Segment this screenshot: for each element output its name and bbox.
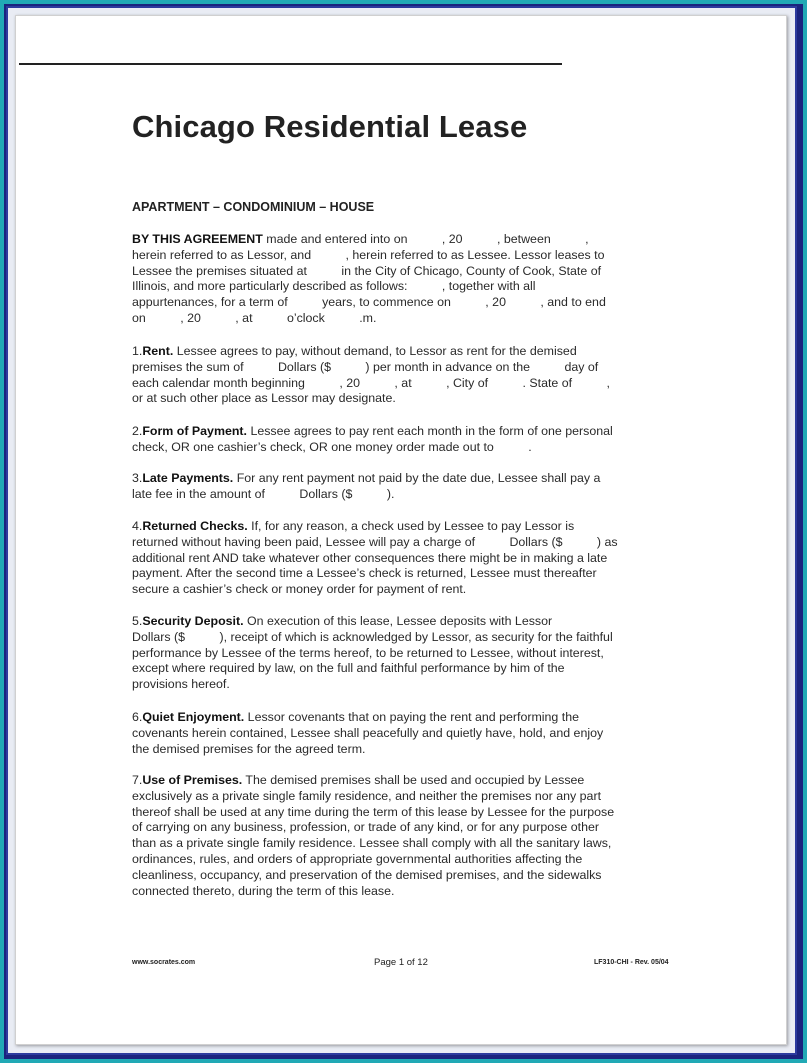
section-line: than as a private single family residence. Lessee shall comply with all the sanitary laws, [132,836,612,851]
section-heading: Use of Premises. [142,773,243,787]
intro-line: herein referred to as Lessor, and , herein referred to as Lessee. Lessor leases to [132,247,605,262]
section-line: the demised premises for the agreed term. [132,741,366,756]
section-line: except where required by law, on the full and faithful performance by him of the [132,661,565,676]
section-text: On execution of this lease, Lessee deposits with Lessor [243,614,553,628]
intro-line: on , 20 , at o’clock .m. [132,310,377,325]
intro-line: Illinois, and more particularly described as follows: , together with all [132,279,536,294]
section-text: Lessor covenants that on paying the rent and performing the [244,710,579,724]
section-line: exclusively as a private single family residence, and neither the premises nor any part [132,788,602,803]
section-number: 5. [132,614,143,628]
intro-line: Lessee the premises situated at in the City of Chicago, County of Cook, State of [132,263,602,278]
section-line: premises the sum of Dollars ($ ) per month in advance on the day of [132,359,599,374]
section-line: late fee in the amount of Dollars ($ ). [132,486,395,501]
intro-line-1 [132,232,682,248]
section-use-of-premises [132,773,682,899]
section-heading: Form of Payment. [142,424,247,438]
section-line: performance by Lessee of the terms hereof, to be returned to Lessee, without interest, [132,645,604,660]
section-line: covenants herein contained, Lessee shall peacefully and quietly have, hold, and enjoy [132,725,604,740]
document-subtitle: APARTMENT – CONDOMINIUM – HOUSE [132,200,375,214]
intro-lead: BY THIS AGREEMENT [132,232,263,246]
intro-line-1-text: made and entered into on , 20 , between , [262,232,589,246]
section-first-line [132,773,682,789]
section-number: 6. [132,710,143,724]
section-first-line [132,424,682,440]
section-number: 4. [132,519,143,533]
section-line: secure a cashier’s check or money order for payment of rent. [132,582,467,597]
section-line: connected thereto, during the term of this lease. [132,883,395,898]
section-line: returned without having been paid, Lessee will pay a charge of Dollars ($ ) as [132,534,618,549]
section-number: 2. [132,424,143,438]
section-text: Lessee agrees to pay rent each month in the form of one personal [247,424,613,438]
intro-line: appurtenances, for a term of years, to commence on , 20 , and to end [132,295,606,310]
header-rule [19,63,562,65]
section-rent [132,344,682,407]
section-first-line [132,344,682,360]
section-first-line [132,710,682,726]
footer-website: www.socrates.com [132,959,196,966]
section-line: additional rent AND take whatever other consequences there might be in making a late [132,550,608,565]
section-line: of carrying on any business, profession, or trade of any kind, or for any purpose other [132,820,599,835]
section-line: each calendar month beginning , 20 , at , City of . State of , [132,375,610,390]
section-heading: Late Payments. [142,471,234,485]
section-number: 1. [132,344,143,358]
section-line: payment. After the second time a Lessee’s check is returned, Lessee must thereafter [132,566,597,581]
section-line: check, OR one cashier’s check, OR one money order made out to . [132,439,532,454]
section-line: provisions hereof. [132,677,230,692]
section-first-line [132,614,682,630]
section-line: Dollars ($ ), receipt of which is acknowledged by Lessor, as security for the faithful [132,629,613,644]
section-security-deposit [132,614,682,693]
section-heading: Rent. [142,344,174,358]
section-text: Lessee agrees to pay, without demand, to Lessor as rent for the demised [173,344,577,358]
section-text: For any rent payment not paid by the date due, Lessee shall pay a [233,471,601,485]
section-text: The demised premises shall be used and occupied by Lessee [242,773,585,787]
section-form-of-payment [132,424,682,456]
document-title: Chicago Residential Lease [132,109,528,144]
section-returned-checks [132,519,682,598]
section-late-payments [132,471,682,503]
section-first-line [132,519,682,535]
section-first-line [132,471,682,487]
section-line: cleanliness, occupancy, and preservation of the demised premises, and the sidewalks [132,867,602,882]
section-heading: Quiet Enjoyment. [142,710,245,724]
section-number: 7. [132,773,143,787]
section-text: If, for any reason, a check used by Lessee to pay Lessor is [247,519,575,533]
section-heading: Returned Checks. [142,519,248,533]
section-line: thereof shall be used at any time during the term of this lease by Lessee for the purpose [132,804,615,819]
section-heading: Security Deposit. [142,614,244,628]
section-line: ordinances, rules, and orders of appropriate governmental authorities affecting the [132,851,583,866]
document-page [15,15,787,1045]
footer-form-code: LF310-CHI - Rev. 05/04 [594,959,669,966]
intro-paragraph [132,232,682,327]
section-quiet-enjoyment [132,710,682,757]
section-number: 3. [132,471,143,485]
section-line: or at such other place as Lessor may designate. [132,391,396,406]
footer-page-number: Page 1 of 12 [374,957,428,968]
